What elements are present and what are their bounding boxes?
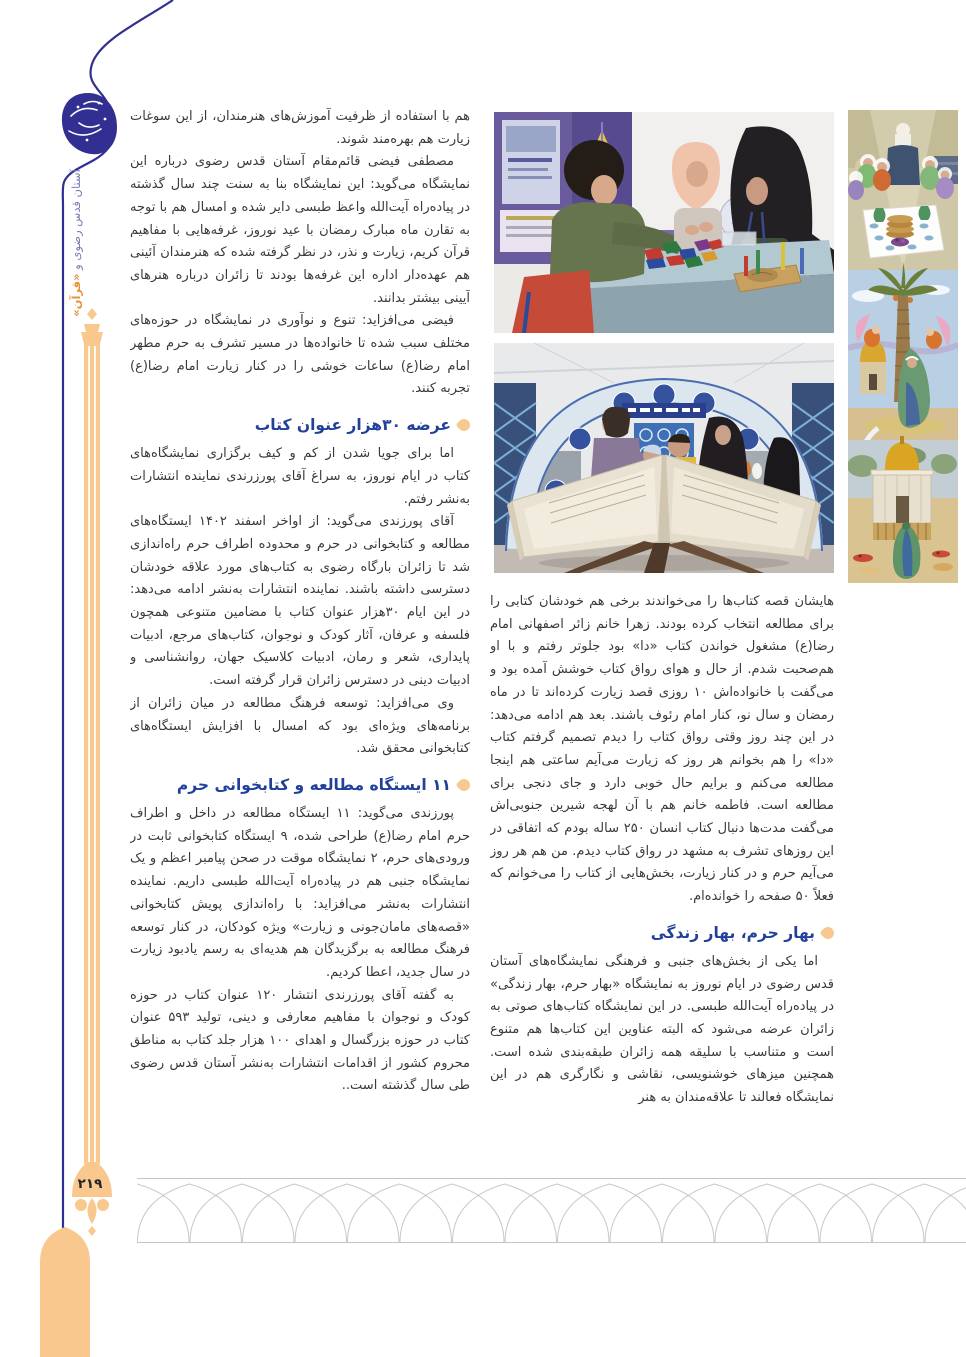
- photo-children-workshop: [494, 112, 834, 333]
- photo-giant-quran: [494, 343, 834, 573]
- article-paragraph: اما برای جویا شدن از کم و کیف برگزاری نمایشگاه‌های کتاب در ایام نوروز، به سراغ آقای پورزرندی نماینده انتشارات به‌نشر رفتم.: [130, 446, 470, 507]
- section-heading-2-label: ۱۱ ایستگاه مطالعه و کتابخوانی حرم: [176, 775, 451, 794]
- minaret-ornament: [35, 300, 115, 1357]
- section-heading-3: [490, 924, 834, 942]
- diamond-bullet-icon: [456, 417, 470, 434]
- section-heading-1: [130, 416, 470, 434]
- article-paragraph: به گفته آقای پورزرندی انتشار ۱۲۰ عنوان کتاب در حوزه کودک و نوجوان با مفاهیم معارفی و دینی، تولید ۵۹۳ عنوان کتاب در حوزه بزرگسال و اهدای ۱۰۰ هزار جلد کتاب به مناطق محروم کشور از اقدامات انتشارات به‌نشر آستان قدس رضوی طی سال گذشته است..: [130, 987, 470, 1094]
- article-paragraph: فیضی می‌افزاید: تنوع و نوآوری در نمایشگاه در حوزه‌های مختلف سبب شده تا خانواده‌ها در مسیر تشرف به حرم مطهر امام رضا(ع) ساعات خوشی را در کنار زیارت امام رضا(ع) تجربه کنند.: [130, 313, 470, 397]
- miniature-family-sofreh: [848, 110, 958, 270]
- article-column-1: [130, 106, 470, 1172]
- diamond-bullet-icon: [456, 776, 470, 793]
- section-heading-2: [130, 776, 470, 794]
- footer-column: [40, 1227, 90, 1357]
- diamond-bullet-icon: [820, 924, 834, 941]
- article-paragraph: آقای پورزندی می‌گوید: از اواخر اسفند ۱۴۰۲ ایستگاه‌های مطالعه و کتابخوانی در حرم و محدوده اطراف حرم راه‌اندازی شد تا زائران بارگاه رضوی به کتاب‌های مورد علاقه خودشان دسترسی داشته باشند. نماینده انتشارات به‌نشر ادامه می‌دهد: در این ایام ۳۰هزار عنوان کتاب با مضامین متنوعی همچون فلسفه و عرفان، آثار کودک و نوجوان، کتاب‌های مرجع، ادبیات پایداری، شعر و رمان، ادبیات کلاسیک جهان، روانشناسی و ادبیات دینی در دسترس زائران قرار گرفته است.: [130, 514, 470, 689]
- article-paragraph: پورزندی می‌گوید: ۱۱ ایستگاه مطالعه در داخل و اطراف حرم امام رضا(ع) طراحی شده، ۹ ایستگاه کتابخوانی ثابت در ورودی‌های حرم، ۲ نمایشگاه موقت در صحن پیامبر اعظم و یک نمایشگاه جنبی هم در پیاده‌راه آیت‌الله طبسی داریم. نماینده انتشارات به‌نشر می‌افزاید: با راه‌اندازی پویش کتابخوانی «قصه‌های مامان‌جونی و زیارت» ویژه کودکان، در کنار توسعه فرهنگ مطالعه به برگزیدگان هم هدیه‌ای به رسم یادبود زیارت در سال جدید، اعطا کردیم.: [130, 805, 470, 980]
- miniature-shrine-offering: [848, 436, 958, 583]
- article-column-2: [490, 112, 834, 1164]
- miniature-palm-angels: [848, 262, 958, 446]
- article-paragraph: هایشان قصه کتاب‌ها را می‌خواندند برخی هم خودشان کتابی را برای مطالعه انتخاب کرده بودند. زهرا خانم زائر اصفهانی امام رضا(ع) مشغول خواندن کتاب «دا» بود جلوتر رفتم و با او هم‌صحبت شدم. از حال و هوای رواق کتاب خوشش آمده بود و می‌گفت با خانواده‌اش ۱۰ روزی قصد زیارت کرده‌اند تا در ماه رمضان و سال نو، کنار امام رئوف باشند. بعد هم ادامه می‌دهد: در این چند روز وقتی رواق کتاب را دیدم تصمیم گرفتم کتاب «دا» را هم بخوانم هر روز که زیارت می‌آیم ساعتی هم اینجا مطالعه می‌کنم و برایم حال خوبی دارد و جای دنجی برای مطالعه است. فاطمه خانم هم با آن لهجه شیرین جنوبی‌اش می‌گفت مدت‌ها دنبال کتاب انسان ۲۵۰ ساله بودم که اتفاقی در این روزهای تشرف به مشهد در رواق کتاب دیدم. من هم هر روز می‌آیم حرم و در کنار زیارت، بخش‌هایی از کتاب را می‌خوانم که فعلاً ۵۰ صفحه را خوانده‌ام.: [490, 594, 834, 905]
- article-paragraph: مصطفی فیضی قائم‌مقام آستان قدس رضوی درباره این نمایشگاه می‌گوید: این نمایشگاه بنا به سنت چند سال گذشته در پیاده‌راه آیت‌الله واعظ طبسی دایر شده و امسال هم با توجه به تقارن ماه مبارک رمضان با عید نوروز، غرفه‌هایی با مفاهیم قرآن کریم، زیارت و نذر، در نظر گرفته شده که هنرمندان آئینی هم عهده‌دار اداره این غرفه‌ها بودند تا زائران درباره هنرهای آیینی بیشتر بدانند.: [130, 154, 470, 306]
- section-label-text: آستان قدس رضوی و: [69, 169, 83, 270]
- section-heading-1-label: عرضه ۳۰هزار عنوان کتاب: [254, 416, 451, 435]
- bottom-arch-band: [137, 1178, 966, 1244]
- article-paragraph: هم با استفاده از ظرفیت آموزش‌های هنرمندان، از این سوغات زیارت هم بهره‌مند شوند.: [130, 109, 470, 147]
- minaret-finial-icon: [87, 308, 97, 320]
- page-number: ۲۱۹: [77, 1176, 103, 1192]
- section-logo: [62, 93, 117, 154]
- article-paragraph: وی می‌افزاید: توسعه فرهنگ مطالعه در میان زائران از برنامه‌های ویژه‌ای بود که امسال با افزایش ایستگاه‌های کتابخوانی محقق شد.: [130, 695, 470, 757]
- section-label-accent: «قرآن»: [69, 273, 83, 317]
- article-paragraph: اما یکی از بخش‌های جنبی و فرهنگی نمایشگاه‌های آستان قدس رضوی در ایام نوروز به نمایشگاه «بهار حرم، بهار زندگی» در پیاده‌راه آیت‌الله طبسی. در این نمایشگاه کتاب‌های صوتی به زائران عرضه می‌شود که البته عناوین این کتاب‌ها هم متنوع است و متناسب با سلیقه همه زائران طبقه‌بندی شده است. همچنین میزهای خوشنویسی، نقاشی و نگارگری هم در این نمایشگاه فعالند تا علاقه‌مندان به هنر: [490, 953, 834, 1106]
- illustration-strip: [848, 110, 958, 583]
- section-heading-3-label: بهار حرم، بهار زندگی: [650, 923, 815, 942]
